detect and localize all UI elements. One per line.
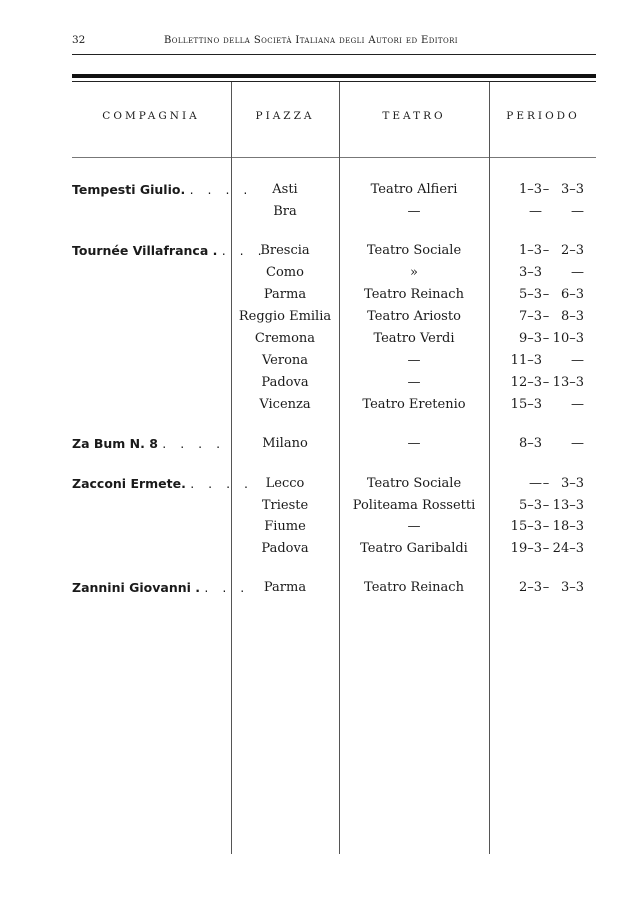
- leader-dots: . . . .: [190, 476, 254, 491]
- teatro-cell: Teatro Alfieri: [370, 182, 458, 197]
- piazza-cell: Reggio Emilia: [238, 309, 332, 324]
- table-row: [0, 265, 640, 285]
- table-header-rule: [72, 157, 596, 158]
- period-separator: –: [542, 541, 550, 556]
- running-head: [72, 34, 596, 52]
- period-start: —: [529, 204, 542, 219]
- period-end: 13–3: [552, 498, 584, 513]
- period-start: 11–3: [510, 353, 542, 368]
- piazza-cell: Padova: [261, 375, 309, 390]
- period-end: —: [571, 265, 584, 280]
- period-start: 9–3: [518, 331, 542, 346]
- teatro-cell: Teatro Eretenio: [362, 397, 466, 412]
- column-header-periodo: PERIODO: [506, 110, 580, 122]
- header-rule: [72, 54, 596, 55]
- period-end: 18–3: [552, 519, 584, 534]
- piazza-cell: Como: [266, 265, 304, 280]
- period-end: 6–3: [560, 287, 584, 302]
- leader-dots: . . . .: [189, 182, 253, 197]
- teatro-cell: —: [407, 375, 421, 390]
- table-row: [0, 436, 640, 456]
- column-header-teatro: TEATRO: [382, 110, 446, 122]
- period-start: 7–3: [518, 309, 542, 324]
- teatro-cell: Teatro Garibaldi: [360, 541, 468, 556]
- column-header-compagnia: COMPAGNIA: [102, 110, 200, 122]
- period-end: —: [571, 397, 584, 412]
- piazza-cell: Brescia: [260, 243, 310, 258]
- teatro-cell: Teatro Verdi: [373, 331, 455, 346]
- teatro-cell: Teatro Ariosto: [367, 309, 461, 324]
- table-row: [0, 580, 640, 600]
- period-start: 15–3: [510, 519, 542, 534]
- company-name: [72, 182, 252, 197]
- table-top-rule-inner: [72, 81, 596, 82]
- piazza-cell: Lecco: [265, 476, 305, 491]
- period-end: 3–3: [560, 580, 584, 595]
- journal-title: Bollettino della Società Italiana degli Autori ed Editori: [164, 35, 458, 46]
- piazza-cell: Asti: [272, 182, 298, 197]
- table-row: [0, 287, 640, 307]
- period-start: 19–3: [510, 541, 542, 556]
- teatro-cell: Teatro Sociale: [366, 243, 462, 258]
- table-row: [0, 331, 640, 351]
- period-end: —: [571, 436, 584, 451]
- piazza-cell: Padova: [261, 541, 309, 556]
- table-row: [0, 476, 640, 496]
- table-row: [0, 375, 640, 395]
- teatro-cell: —: [407, 204, 421, 219]
- teatro-cell: —: [407, 519, 421, 534]
- period-end: 3–3: [560, 476, 584, 491]
- company-name: [72, 436, 225, 451]
- period-start: 12–3: [510, 375, 542, 390]
- teatro-cell: Teatro Reinach: [364, 287, 464, 302]
- period-start: 15–3: [510, 397, 542, 412]
- table-row: [0, 519, 640, 539]
- period-start: 8–3: [518, 436, 542, 451]
- period-end: 13–3: [552, 375, 584, 390]
- table-row: [0, 541, 640, 561]
- piazza-cell: Vicenza: [259, 397, 311, 412]
- table-row: [0, 309, 640, 329]
- piazza-cell: Bra: [273, 204, 297, 219]
- period-end: 24–3: [552, 541, 584, 556]
- period-end: 2–3: [560, 243, 584, 258]
- column-header-piazza: PIAZZA: [255, 110, 315, 122]
- piazza-cell: Parma: [263, 580, 307, 595]
- period-separator: –: [542, 182, 550, 197]
- period-separator: –: [542, 243, 550, 258]
- teatro-cell: —: [407, 436, 421, 451]
- period-separator: –: [542, 519, 550, 534]
- teatro-cell: Politeama Rossetti: [352, 498, 476, 513]
- leader-dots: . . .: [204, 580, 250, 595]
- period-end: 10–3: [552, 331, 584, 346]
- period-start: 3–3: [518, 265, 542, 280]
- table-row: [0, 353, 640, 373]
- piazza-cell: Verona: [261, 353, 309, 368]
- table-top-rule: [72, 74, 596, 78]
- teatro-cell: —: [407, 353, 421, 368]
- table-row: [0, 397, 640, 417]
- period-end: —: [571, 204, 584, 219]
- period-separator: –: [542, 287, 550, 302]
- period-end: 3–3: [560, 182, 584, 197]
- period-start: 1–3: [518, 243, 542, 258]
- period-separator: –: [542, 309, 550, 324]
- period-end: —: [571, 353, 584, 368]
- page-number: 32: [72, 34, 86, 46]
- period-start: 5–3: [518, 287, 542, 302]
- teatro-cell: Teatro Reinach: [364, 580, 464, 595]
- company-name: [72, 580, 249, 595]
- company-name: [72, 476, 253, 491]
- company-label: Za Bum N. 8: [72, 436, 158, 451]
- piazza-cell: Fiume: [264, 519, 306, 534]
- table-row: [0, 498, 640, 518]
- piazza-cell: Parma: [263, 287, 307, 302]
- company-label: Zannini Giovanni .: [72, 580, 201, 595]
- table-row: [0, 182, 640, 202]
- leader-dots: . . . .: [162, 436, 226, 451]
- teatro-cell: »: [410, 265, 418, 280]
- period-separator: –: [542, 331, 550, 346]
- company-label: Zacconi Ermete.: [72, 476, 186, 491]
- period-start: 1–3: [518, 182, 542, 197]
- period-separator: –: [542, 476, 550, 491]
- piazza-cell: Cremona: [254, 331, 316, 346]
- period-end: 8–3: [560, 309, 584, 324]
- company-label: Tempesti Giulio.: [72, 182, 186, 197]
- teatro-cell: Teatro Sociale: [366, 476, 462, 491]
- table-row: [0, 204, 640, 224]
- period-start: —: [529, 476, 542, 491]
- period-start: 5–3: [518, 498, 542, 513]
- table-row: [0, 243, 640, 263]
- period-separator: –: [542, 580, 550, 595]
- piazza-cell: Milano: [262, 436, 308, 451]
- company-label: Tournée Villafranca .: [72, 243, 218, 258]
- piazza-cell: Trieste: [261, 498, 309, 513]
- period-separator: –: [542, 498, 550, 513]
- period-separator: –: [542, 375, 550, 390]
- period-start: 2–3: [518, 580, 542, 595]
- leader-dots: . . .: [221, 243, 267, 258]
